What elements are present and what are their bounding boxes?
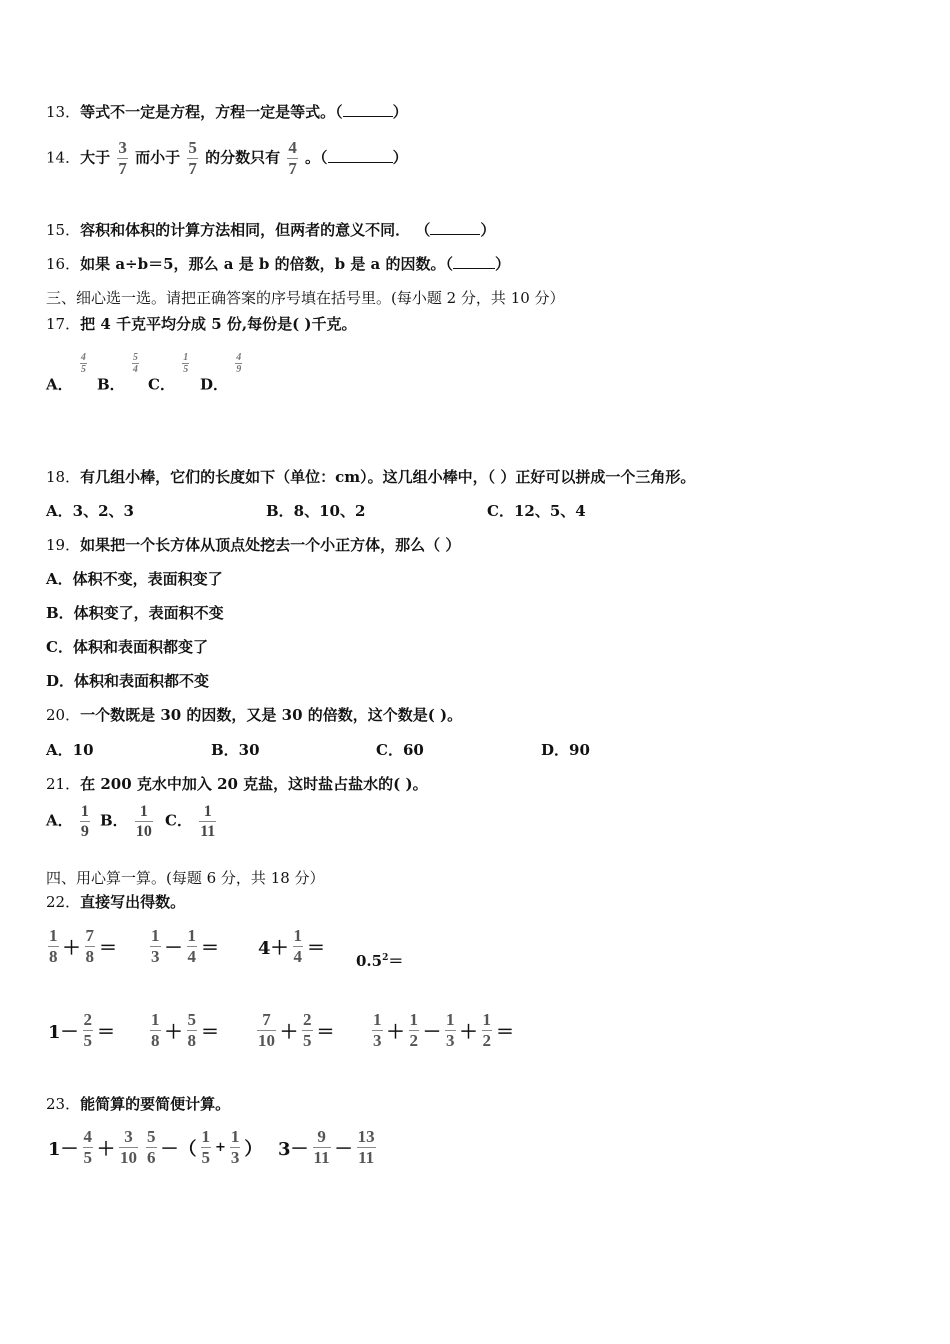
fraction: $\frac{4}{7}$ [288,138,297,178]
question-22 [46,892,185,912]
answer-blank[interactable] [328,148,393,163]
fraction: $\frac{5}{7}$ [188,138,197,178]
paren-close: ） [495,255,511,273]
fraction: $\frac{1}{8}$ [49,926,58,966]
question-17 [46,314,357,334]
question-number: 15． [46,221,81,239]
fraction: $\frac{1}{10}$ [135,803,152,840]
fraction: $\frac{1}{4}$ [293,926,303,966]
question-text: 如果把一个长方体从顶点处挖去一个小正方体，那么（ ） [80,536,461,554]
fraction: $\frac{1}{2}$ [409,1010,418,1050]
q23-expr-3: 3－ $\frac{9}{11}$ － $\frac{13}{11}$ [278,1127,375,1167]
fraction: $\frac{1}{3}$ [151,926,160,966]
answer-blank[interactable] [453,254,495,269]
question-text: 。（ [305,148,328,167]
q17-option-c[interactable]: C． $\frac{1}{5}$ [148,352,189,394]
q17-option-a[interactable]: A． $\frac{4}{5}$ [46,352,86,394]
fraction: $\frac{3}{10}$ [120,1127,138,1167]
fraction: $\frac{2}{5}$ [83,1010,93,1050]
fraction: $\frac{1}{5}$ [183,352,189,375]
question-16 [46,254,510,274]
q22-expr-8: $\frac{1}{3}$ ＋ $\frac{1}{2}$ － $\frac{1}{3}$ ＋ $\frac{1}{2}$ ＝ [373,1010,514,1050]
fraction: $\frac{3}{7}$ [118,138,127,178]
q19-option-a[interactable]: A．体积不变，表面积变了 [46,570,223,588]
paren-close: ） [480,221,496,239]
fraction: $\frac{7}{10}$ [258,1010,275,1050]
fraction: $\frac{4}{5}$ [80,352,86,375]
fraction: $\frac{13}{11}$ [357,1127,375,1167]
question-number: 20． [46,706,81,724]
q20-option-c[interactable]: C．60 [376,741,424,759]
question-15 [46,220,495,240]
q22-expr-1: $\frac{1}{8}$ ＋ $\frac{7}{8}$ ＝ [49,926,117,966]
question-number: 13． [46,103,81,121]
paren-close: ） [392,148,408,167]
q18-option-c[interactable]: C．12、5、4 [487,502,586,520]
q20-option-a[interactable]: A．10 [46,741,94,759]
question-text: 把 4 千克平均分成 5 份,每份是( )千克。 [80,315,357,333]
question-23 [46,1094,230,1114]
question-14 [46,138,408,179]
fraction: $\frac{4}{5}$ [83,1127,93,1167]
q21-option-a[interactable]: A． $\frac{1}{9}$ [46,803,89,840]
q20-option-d[interactable]: D．90 [541,741,590,759]
fraction: $\frac{2}{5}$ [303,1010,312,1050]
q19-option-d[interactable]: D．体积和表面积都不变 [46,672,210,690]
question-number: 14． [46,148,81,167]
q22-expr-2: $\frac{1}{3}$ － $\frac{1}{4}$ ＝ [151,926,219,966]
question-text: 有几组小棒，它们的长度如下（单位：cm）。这几组小棒中，（ ）正好可以拼成一个三角形。 [80,468,696,486]
question-text: 直接写出得数。 [80,893,186,911]
fraction: $\frac{1}{9}$ [80,803,89,840]
q21-option-c[interactable]: C． $\frac{1}{11}$ [165,803,216,840]
q23-expr-2: $\frac{5}{6}$ －（ $\frac{1}{5}$ + $\frac{1}{3}$ ） [147,1127,263,1167]
question-18 [46,467,695,487]
q22-expr-6: $\frac{1}{8}$ ＋ $\frac{5}{8}$ ＝ [151,1010,219,1050]
fraction: $\frac{7}{8}$ [85,926,94,966]
question-text: 的分数只有 [205,148,281,167]
question-number: 22． [46,893,81,911]
q22-expr-4: $0.5^2=$ [356,952,404,970]
fraction: $\frac{1}{2}$ [482,1010,491,1050]
fraction: $\frac{1}{3}$ [446,1010,455,1050]
q18-option-b[interactable]: B．8、10、2 [266,502,366,520]
q17-option-b[interactable]: B． $\frac{5}{4}$ [97,352,138,394]
question-19 [46,535,460,555]
q17-option-d[interactable]: D． $\frac{4}{9}$ [200,352,242,394]
fraction: $\frac{1}{5}$ [201,1127,210,1167]
fraction: $\frac{5}{8}$ [187,1010,196,1050]
question-text: 容积和体积的计算方法相同，但两者的意义不同． （ [80,221,431,239]
question-20 [46,705,462,725]
question-number: 19． [46,536,81,554]
question-number: 21． [46,775,81,793]
paren-close: ） [392,103,408,121]
fraction: $\frac{4}{9}$ [236,352,242,375]
answer-blank[interactable] [343,102,393,117]
q18-option-a[interactable]: A．3、2、3 [46,502,134,520]
question-text: 如果 a÷b＝5，那么 a 是 b 的倍数，b 是 a 的因数。（ [80,255,454,273]
q20-option-b[interactable]: B．30 [211,741,260,759]
section-3-title: 三、细心选一选。请把正确答案的序号填在括号里。(每小题 2 分，共 10 分） [46,289,565,307]
question-text: 而小于 [135,148,181,167]
question-21 [46,774,428,794]
answer-blank[interactable] [430,220,480,235]
question-text: 能简算的要简便计算。 [80,1095,231,1113]
question-number: 23． [46,1095,81,1113]
fraction: $\frac{1}{11}$ [200,803,216,840]
q22-expr-5: 1－ $\frac{2}{5}$ ＝ [48,1010,116,1050]
fraction: $\frac{5}{4}$ [132,352,138,375]
question-number: 17． [46,315,81,333]
q22-expr-3: 4＋ $\frac{1}{4}$ ＝ [258,926,326,966]
q19-option-c[interactable]: C．体积和表面积都变了 [46,638,208,656]
question-number: 16． [46,255,81,273]
question-13 [46,102,408,122]
question-text: 大于 [80,148,111,167]
section-4-title: 四、用心算一算。(每题 6 分，共 18 分） [46,869,325,887]
q19-option-b[interactable]: B．体积变了，表面积不变 [46,604,224,622]
q21-option-b[interactable]: B． $\frac{1}{10}$ [100,803,152,840]
question-text: 等式不一定是方程，方程一定是等式。（ [80,103,343,121]
fraction: $\frac{1}{8}$ [151,1010,160,1050]
q22-expr-7: $\frac{7}{10}$ ＋ $\frac{2}{5}$ ＝ [258,1010,335,1050]
fraction: $\frac{9}{11}$ [313,1127,330,1167]
fraction: $\frac{1}{4}$ [187,926,196,966]
question-number: 18． [46,468,81,486]
fraction: $\frac{5}{6}$ [147,1127,156,1167]
question-text: 在 200 克水中加入 20 克盐，这时盐占盐水的( )。 [80,775,428,793]
q23-expr-1: 1－ $\frac{4}{5}$ ＋ $\frac{3}{10}$ [48,1127,138,1167]
fraction: $\frac{1}{3}$ [373,1010,382,1050]
question-text: 一个数既是 30 的因数，又是 30 的倍数，这个数是( )。 [80,706,463,724]
fraction: $\frac{1}{3}$ [230,1127,240,1167]
